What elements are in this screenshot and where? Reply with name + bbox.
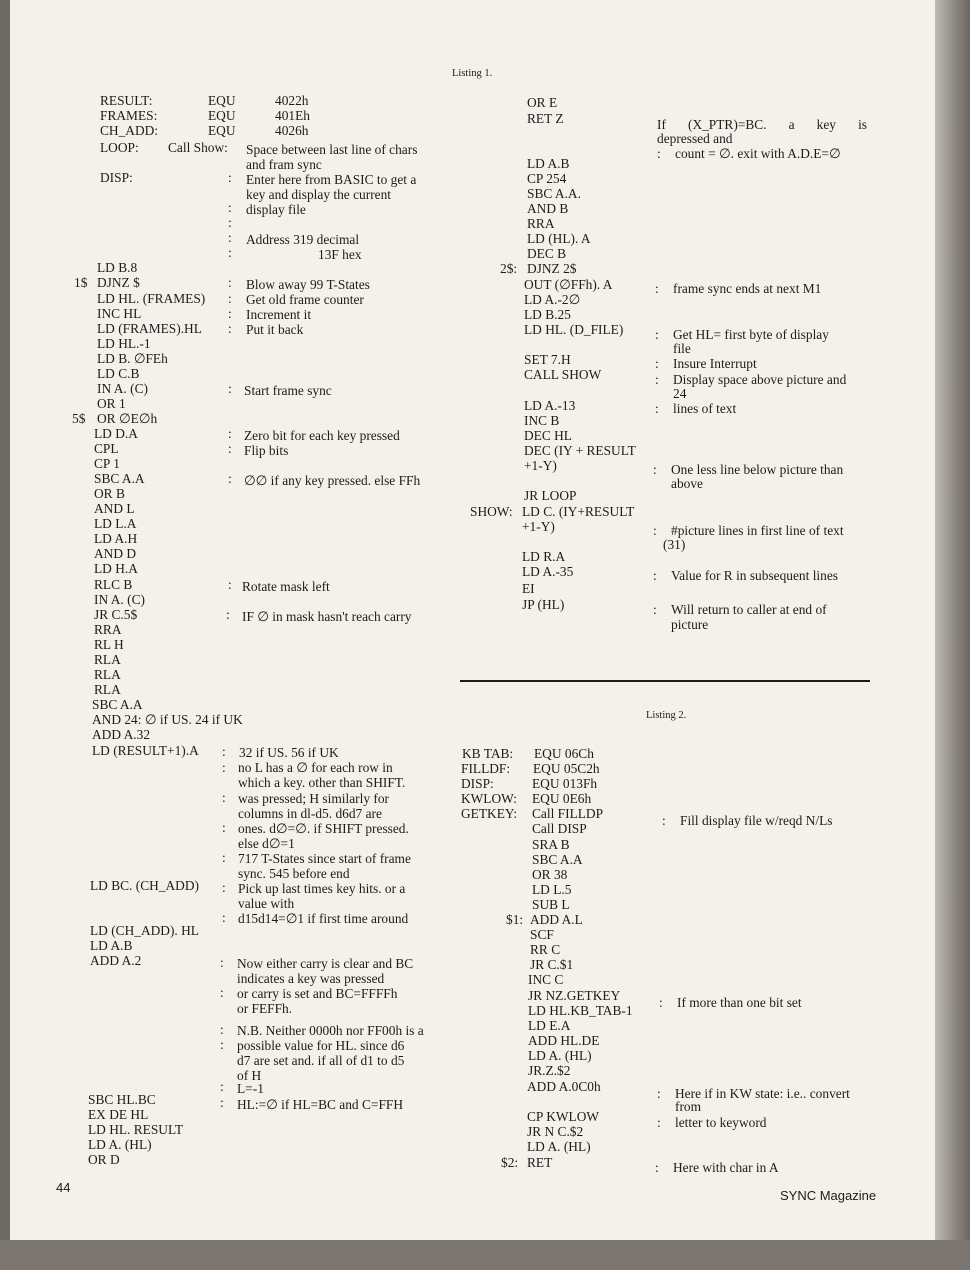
- listing1-title: Listing 1.: [452, 68, 493, 79]
- code-line: RL H: [94, 637, 124, 652]
- code-line: LD B. ∅FEh: [97, 351, 168, 366]
- code-label: FILLDF:: [461, 761, 511, 776]
- scan-background: [0, 1240, 970, 1270]
- comment: Flip bits: [244, 443, 289, 458]
- code-line: JP (HL): [522, 597, 565, 612]
- comment: no L has a ∅ for each row in: [238, 760, 393, 775]
- colon: :: [222, 850, 226, 865]
- code-label: KB TAB:: [462, 746, 514, 761]
- code-line: RLC B: [94, 577, 133, 592]
- listing-divider: [460, 680, 870, 682]
- code-line: CP KWLOW: [527, 1109, 600, 1124]
- comment: lines of text: [673, 401, 737, 416]
- colon: :: [220, 955, 224, 970]
- colon: :: [228, 275, 232, 290]
- code-line: IN A. (C): [97, 381, 148, 396]
- code-line: LD HL. (FRAMES): [97, 291, 206, 306]
- comment: 32 if US. 56 if UK: [239, 745, 339, 760]
- loop-call: Call Show:: [168, 140, 228, 155]
- comment: [657, 117, 867, 132]
- colon: :: [659, 995, 663, 1010]
- colon: :: [228, 471, 232, 486]
- code-line: LD A.B: [527, 156, 570, 171]
- comment: ∅∅ if any key pressed. else FFh: [244, 473, 421, 488]
- equ-op: EQU: [208, 123, 236, 138]
- colon: :: [228, 230, 232, 245]
- code-line: LD HL.KB_TAB-1: [528, 1003, 633, 1018]
- colon: :: [655, 401, 659, 416]
- colon: :: [655, 356, 659, 371]
- code-line: AND D: [94, 546, 137, 561]
- comment: and fram sync: [246, 157, 322, 172]
- code-line: LD A.-2∅: [524, 292, 581, 307]
- code-line: LD A.-13: [524, 398, 576, 413]
- code-line: IN A. (C): [94, 592, 145, 607]
- comment: was pressed; H similarly for: [238, 791, 389, 806]
- code-line: LD BC. (CH_ADD): [90, 878, 199, 893]
- colon: :: [220, 1095, 224, 1110]
- comment: Enter here from BASIC to get a: [246, 172, 417, 187]
- equ-value: 401Eh: [275, 108, 310, 123]
- code-line: RLA: [94, 667, 121, 682]
- code-label: $1:: [506, 912, 524, 927]
- colon: :: [228, 321, 232, 336]
- colon: :: [653, 568, 657, 583]
- code-line: JR LOOP: [524, 488, 577, 503]
- code-line: RESULT:: [100, 93, 153, 108]
- code-line: CALL SHOW: [524, 367, 602, 382]
- code-line: OUT (∅FFh). A: [524, 277, 613, 292]
- code-line: EX DE HL: [88, 1107, 149, 1122]
- code-line: EI: [522, 581, 535, 596]
- comment: or FEFFh.: [237, 1001, 293, 1016]
- colon: :: [657, 1115, 661, 1130]
- code-line: RRA: [94, 622, 122, 637]
- code-line: INC B: [524, 413, 560, 428]
- code-label: DISP:: [461, 776, 494, 791]
- equ-value: 4022h: [275, 93, 309, 108]
- colon: :: [228, 577, 232, 592]
- comment: L=-1: [237, 1081, 264, 1096]
- code-line: LD (FRAMES).HL: [97, 321, 202, 336]
- comment: Start frame sync: [244, 383, 332, 398]
- comment: Blow away 99 T-States: [246, 277, 370, 292]
- comment: HL:=∅ if HL=BC and C=FFH: [237, 1097, 404, 1112]
- code-line: ADD A.L: [530, 912, 583, 927]
- comment: #picture lines in first line of text: [671, 523, 844, 538]
- code-line: DJNZ $: [97, 275, 140, 290]
- comment: count = ∅. exit with A.D.E=∅: [675, 146, 841, 161]
- code-line: JR.Z.$2: [528, 1063, 571, 1078]
- code-line: SBC HL.BC: [88, 1092, 156, 1107]
- colon: :: [228, 215, 232, 230]
- comment: indicates a key was pressed: [237, 971, 385, 986]
- code-line: FRAMES:: [100, 108, 158, 123]
- code-line: SET 7.H: [524, 352, 571, 367]
- code-line: DISP:: [100, 170, 133, 185]
- equ-op: EQU: [208, 108, 236, 123]
- comment: Display space above picture and: [673, 372, 847, 387]
- code-label: GETKEY:: [461, 806, 518, 821]
- colon: :: [228, 291, 232, 306]
- code-line: DJNZ 2$: [527, 261, 577, 276]
- comment: Increment it: [246, 307, 312, 322]
- code-label: 1$: [74, 275, 88, 290]
- code-line: LD (CH_ADD). HL: [90, 923, 199, 938]
- code-line: RR C: [530, 942, 561, 957]
- code-line: DEC B: [527, 246, 567, 261]
- code-line: RRA: [527, 216, 555, 231]
- comment: d7 are set and. if all of d1 to d5: [237, 1053, 405, 1068]
- comment: N.B. Neither 0000h nor FF00h is a: [237, 1023, 424, 1038]
- colon: :: [220, 1022, 224, 1037]
- code-label: KWLOW:: [461, 791, 518, 806]
- code-line: CP 254: [527, 171, 567, 186]
- comment: Will return to caller at end of: [671, 602, 827, 617]
- code-line: EQU 06Ch: [534, 746, 594, 761]
- code-line: ADD A.0C0h: [527, 1079, 601, 1094]
- comment: Get HL= first byte of display: [673, 327, 829, 342]
- code-line: +1-Y): [522, 519, 555, 534]
- code-label: 5$: [72, 411, 86, 426]
- code-line: EQU 05C2h: [533, 761, 600, 776]
- colon: :: [220, 985, 224, 1000]
- comment: frame sync ends at next M1: [673, 281, 822, 296]
- comment-text: If (X_PTR)=BC. a key is: [657, 117, 867, 132]
- code-line: LD D.A: [94, 426, 138, 441]
- code-line: INC C: [528, 972, 564, 987]
- comment: columns in dl-d5. d6d7 are: [238, 806, 382, 821]
- comment: Value for R in subsequent lines: [671, 568, 838, 583]
- colon: :: [228, 381, 232, 396]
- colon: :: [657, 146, 661, 161]
- comment: Now either carry is clear and BC: [237, 956, 414, 971]
- code-line: RLA: [94, 682, 121, 697]
- comment: Put it back: [246, 322, 304, 337]
- comment: Zero bit for each key pressed: [244, 428, 400, 443]
- comment: letter to keyword: [675, 1115, 767, 1130]
- comment: 24: [673, 386, 687, 401]
- code-line: LD HL.-1: [97, 336, 151, 351]
- code-line: LD B.25: [524, 307, 571, 322]
- colon: :: [220, 1079, 224, 1094]
- code-line: INC HL: [97, 306, 142, 321]
- comment: If more than one bit set: [677, 995, 802, 1010]
- code-line: ADD A.32: [92, 727, 151, 742]
- comment: picture: [671, 617, 709, 632]
- code-line: LD C. (IY+RESULT: [522, 504, 635, 519]
- equ-op: EQU: [208, 93, 236, 108]
- code-line: SCF: [530, 927, 554, 942]
- comment: ones. d∅=∅. if SHIFT pressed.: [238, 821, 409, 836]
- code-label: SHOW:: [470, 504, 513, 519]
- comment: file: [673, 341, 691, 356]
- code-line: DEC HL: [524, 428, 572, 443]
- comment: Space between last line of chars: [246, 142, 418, 157]
- code-line: ADD A.2: [90, 953, 142, 968]
- code-label: 2$:: [500, 261, 518, 276]
- code-line: OR B: [94, 486, 125, 501]
- magazine-page: [10, 0, 935, 1240]
- code-line: LD H.A: [94, 561, 138, 576]
- colon: :: [655, 1160, 659, 1175]
- code-line: LD B.8: [97, 260, 138, 275]
- comment: of H: [237, 1068, 262, 1083]
- code-line: Call DISP: [532, 821, 587, 836]
- code-line: LD A. (HL): [527, 1139, 591, 1154]
- colon: :: [222, 760, 226, 775]
- equ-value: 4026h: [275, 123, 309, 138]
- code-line: LD A.B: [90, 938, 133, 953]
- code-line: LD A.H: [94, 531, 138, 546]
- page-edge-shadow: [935, 0, 970, 1270]
- code-line: EQU 0E6h: [532, 791, 592, 806]
- code-line: LD HL. (D_FILE): [524, 322, 624, 337]
- colon: :: [220, 1037, 224, 1052]
- comment: or carry is set and BC=FFFFh: [237, 986, 398, 1001]
- comment: key and display the current: [246, 187, 392, 202]
- code-line: OR E: [527, 95, 558, 110]
- comment: 717 T-States since start of frame: [238, 851, 411, 866]
- code-line: SBC A.A: [92, 697, 143, 712]
- comment: 13F hex: [318, 247, 362, 262]
- comment: Insure Interrupt: [673, 356, 757, 371]
- colon: :: [228, 426, 232, 441]
- code-line: CH_ADD:: [100, 123, 159, 138]
- comment: Get old frame counter: [246, 292, 364, 307]
- colon: :: [222, 820, 226, 835]
- code-line: RET: [527, 1155, 553, 1170]
- comment: sync. 545 before end: [238, 866, 350, 881]
- colon: :: [662, 813, 666, 828]
- code-line: LD HL. RESULT: [88, 1122, 184, 1137]
- code-line: JR C.5$: [94, 607, 138, 622]
- colon: :: [228, 245, 232, 260]
- comment: else d∅=1: [238, 836, 295, 851]
- code-line: OR 1: [97, 396, 126, 411]
- code-label: $2:: [501, 1155, 519, 1170]
- code-line: LD L.5: [532, 882, 572, 897]
- code-line: LOOP:: [100, 140, 139, 155]
- comment: Rotate mask left: [242, 579, 330, 594]
- magazine-name: SYNC Magazine: [780, 1188, 877, 1203]
- code-line: SUB L: [532, 897, 570, 912]
- code-line: +1-Y): [524, 458, 557, 473]
- comment: Address 319 decimal: [246, 232, 360, 247]
- code-line: OR 38: [532, 867, 568, 882]
- colon: :: [653, 523, 657, 538]
- comment: (31): [663, 537, 686, 552]
- comment: depressed and: [657, 131, 733, 146]
- page-number: 44: [56, 1180, 71, 1195]
- listing2-title: Listing 2.: [646, 710, 687, 721]
- code-line: AND B: [527, 201, 569, 216]
- comment: value with: [238, 896, 295, 911]
- code-line: Call FILLDP: [532, 806, 604, 821]
- colon: :: [226, 607, 230, 622]
- code-line: OR D: [88, 1152, 120, 1167]
- code-line: LD C.B: [97, 366, 140, 381]
- colon: :: [222, 790, 226, 805]
- code-line: LD E.A: [528, 1018, 571, 1033]
- comment: Pick up last times key hits. or a: [238, 881, 406, 896]
- code-line: LD A. (HL): [88, 1137, 152, 1152]
- colon: :: [653, 462, 657, 477]
- code-line: ADD HL.DE: [528, 1033, 600, 1048]
- code-line: SBC A.A.: [527, 186, 581, 201]
- code-line: SBC A.A: [94, 471, 145, 486]
- code-line: LD R.A: [522, 549, 566, 564]
- code-line: LD A.-35: [522, 564, 574, 579]
- code-line: RET Z: [527, 111, 564, 126]
- code-line: DEC (IY + RESULT: [524, 443, 636, 458]
- comment: One less line below picture than: [671, 462, 844, 477]
- code-line: JR C.$1: [530, 957, 574, 972]
- code-line: AND L: [94, 501, 135, 516]
- colon: :: [228, 306, 232, 321]
- colon: :: [222, 744, 226, 759]
- comment: from: [675, 1099, 702, 1114]
- code-line: JR N C.$2: [527, 1124, 584, 1139]
- comment: possible value for HL. since d6: [237, 1038, 405, 1053]
- colon: :: [655, 281, 659, 296]
- colon: :: [653, 602, 657, 617]
- code-line: SBC A.A: [532, 852, 583, 867]
- code-line: CPL: [94, 441, 119, 456]
- colon: :: [228, 170, 232, 185]
- comment: IF ∅ in mask hasn't reach carry: [242, 609, 412, 624]
- colon: :: [228, 441, 232, 456]
- code-line: SRA B: [532, 837, 570, 852]
- code-line: LD (RESULT+1).A: [92, 743, 199, 758]
- colon: :: [222, 880, 226, 895]
- colon: :: [655, 372, 659, 387]
- comment: above: [671, 476, 703, 491]
- colon: :: [222, 910, 226, 925]
- comment: Here if in KW state: i.e.. convert: [675, 1086, 850, 1101]
- code-line: LD (HL). A: [527, 231, 591, 246]
- comment: Here with char in A: [673, 1160, 779, 1175]
- code-line: EQU 013Fh: [532, 776, 598, 791]
- code-line: LD L.A: [94, 516, 137, 531]
- colon: :: [657, 1086, 661, 1101]
- comment: d15d14=∅1 if first time around: [238, 911, 409, 926]
- code-line: CP 1: [94, 456, 120, 471]
- comment: which a key. other than SHIFT.: [238, 775, 406, 790]
- code-line: OR ∅E∅h: [97, 411, 158, 426]
- colon: :: [655, 327, 659, 342]
- comment: Fill display file w/reqd N/Ls: [680, 813, 833, 828]
- code-line: AND 24: ∅ if US. 24 if UK: [92, 712, 243, 727]
- comment: display file: [246, 202, 306, 217]
- code-line: LD A. (HL): [528, 1048, 592, 1063]
- colon: :: [228, 200, 232, 215]
- code-line: JR NZ.GETKEY: [528, 988, 621, 1003]
- code-line: RLA: [94, 652, 121, 667]
